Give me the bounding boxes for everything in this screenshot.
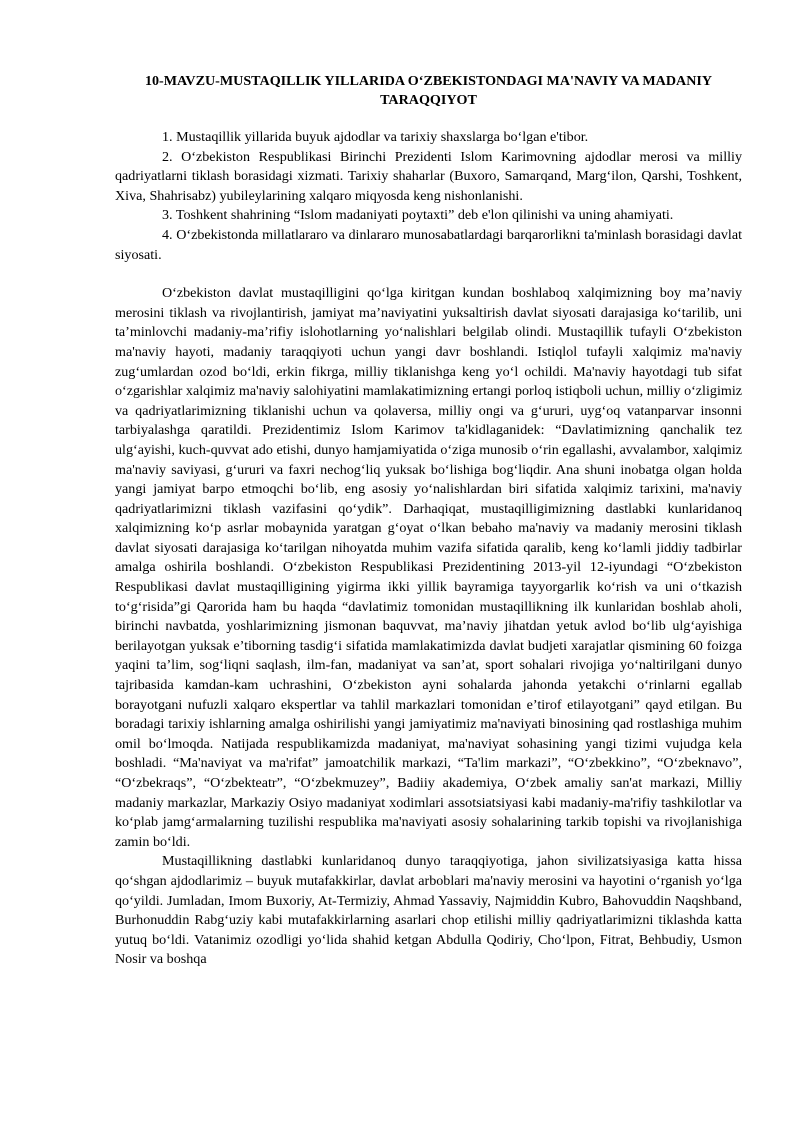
document-title: 10-MAVZU-MUSTAQILLIK YILLARIDA O‘ZBEKISTONDAGI MA'NAVIY VA MADANIY TARAQQIYOT [144,73,713,108]
outline-item-4: 4. O‘zbekistonda millatlararo va dinlararo munosabatlardagi barqarorlikni ta'minlash borasidagi davlat siyosati. [115,226,742,263]
outline-item-3: 3. Toshkent shahrining “Islom madaniyati poytaxti” deb e'lon qilinishi va uning ahamiyati. [162,207,674,224]
body-text [115,284,742,970]
outline-item-2: 2. O‘zbekiston Respublikasi Birinchi Prezidenti Islom Karimovning ajdodlar merosi va milliy qadriyatlarni tiklash borasidagi xizmati. Tarixiy shaharlar (Buxoro, Samarqand, Marg‘ilon, Qarshi, Toshkent, Xiva, Shahrisabz) yubileylarining xalqaro miqyosda keng nishonlanishi. [115,148,742,204]
body-paragraph-1: O‘zbekiston davlat mustaqilligini qo‘lga kiritgan kundan boshlaboq xalqimizning boy ma’naviy merosini tiklash va rivojlantirish, jamiyat ma’naviyatini yuksaltirish davlat siyosati darajasiga ko‘tarilib, uni ta’minlovchi madaniy-ma’rifiy islohotlarning yo‘nalishlari belgilab olindi. Mustaqillik tufayli O‘zbekiston ma'naviy hayoti, madaniy taraqqiyoti uchun yangi davr boshlandi. Istiqlol tufayli xalqimiz ma'naviy zug‘umlardan ozod bo‘ldi, erkin fikrga, milliy tiklanishga keng yo‘l ochildi. Ma'naviy hayotdagi tub sifat o‘zgarishlar xalqimiz ma'naviy salohiyatini mamlakatimizning ertangi porloq istiqboli uchun, milliy o‘zligimiz va qadriyatlarimizning tiklanishi uchun va qolaversa, milliy ongi va g‘ururi, uyg‘oq vatanparvar insonni tarbiyalashga qaratildi. Prezidentimiz Islom Karimov ta'kidlaganidek: “Davlatimizning qanchalik tez ulg‘ayishi, kuch-quvvat ado etishi, dunyo hamjamiyatida o‘ziga munosib o‘rin egallashi, avvalambor, xalqimiz ma'naviy saviyasi, g‘ururi va faxri nechog‘liq yuksak bo‘lishiga bog‘liqdir. Ana shuni inobatga olgan holda yangi jamiyat barpo etmoqchi bo‘lib, eng asosiy yo‘nalishlardan biri sifatida xalqimiz tarixini, ma'naviy qadriyatlarimizni tiklash vazifasini qo‘ydik”. Darhaqiqat, mustaqilligimizning dastlabki kunlaridanoq xalqimizning ko‘p asrlar mobaynida yaratgan g‘oyat o‘lkan bebaho ma'naviy va madaniy merosini tiklash davlat siyosati darajasiga ko‘tarilgan nihoyatda muhim vazifa sifatida qaralib, keng ko‘lamli jiddiy tadbirlar amalga oshirila boshlandi. O‘zbekiston Respublikasi Prezidentining 2013-yil 12-iyundagi “O‘zbekiston Respublikasi davlat mustaqilligining yigirma ikki yillik bayramiga tayyorgarlik ko‘rish va uni o‘tkazish to‘g‘risida”gi Qarorida ham bu haqda “davlatimiz tomonidan mustaqillikning ilk kunlaridan boshlab aholi, birinchi navbatda, yoshlarimizning jismonan baquvvat, ma’naviy jihatdan yetuk avlod bo‘lib ulg‘ayishiga berilayotgan yuksak e’tiborning tasdig‘i sifatida mamlakatimizda davlat budjeti xarajatlar qismining 60 foizga yaqini ta’lim, sog‘liqni saqlash, ilm-fan, madaniyat va san’at, sport sohalari rivojiga yo‘naltirilgani dunyo tajribasida kamdan-kam uchrashini, O‘zbekiston ayni sohalarda jahonda yetakchi o‘rinlarni egallab borayotgani nufuzli xalqaro ekspertlar va tahlil markazlari tomonidan e’tirof etilayotgani” qayd etilgan. Bu boradagi tarixiy ishlarning amalga oshirilishi yangi jamiyatimiz ma'naviyati binosining qad rostlashiga muhim omil bo‘lmoqda. Natijada respublikamizda madaniyat, ma'naviyat sohasining yangi tizimi vujudga kela boshladi. “Ma'naviyat va ma'rifat” jamoatchilik markazi, “Ta'lim markazi”, “O‘zbekkino”, “O‘zbeknavo”, “O‘zbekraqs”, “O‘zbekteatr”, “O‘zbekmuzey”, Badiiy akademiya, O‘zbek amaliy san'at markazi, Milliy madaniy markazlar, Markaziy Osiyo madaniyat xodimlari assotsiatsiyasi kabi madaniy-ma'rifiy tashkilotlar va ko‘plab jamg‘armalarning tuzilishi respublika ma'naviyati asosiy sohalarining tarkib topishi va rivojlanishiga zamin bo‘ldi. [115,285,742,850]
topic-outline [115,128,742,265]
outline-item-1: 1. Mustaqillik yillarida buyuk ajdodlar va tarixiy shaxslarga bo‘lgan e'tibor. [162,129,589,145]
document-page [115,72,742,970]
body-paragraph-2: Mustaqillikning dastlabki kunlaridanoq dunyo taraqqiyotiga, jahon sivilizatsiyasiga katta hissa qo‘shgan ajdodlarimiz – buyuk mutafakkirlar, davlat arboblari ma'naviy merosini va hayotini o‘rganish yo‘lga qo‘yildi. Jumladan, Imom Buxoriy, At-Termiziy, Ahmad Yassaviy, Najmiddin Kubro, Bahovuddin Naqshband, Burhonuddin Rabg‘uziy kabi mutafakkirlarning asarlari chop etilishi milliy qadriyatlarimizni tiklashda katta yutuq bo‘ldi. Vatanimiz ozodligi yo‘lida shahid ketgan Abdulla Qodiriy, Cho‘lpon, Fitrat, Behbudiy, Usmon Nosir va boshqa [115,853,742,968]
section-spacer [115,265,742,284]
